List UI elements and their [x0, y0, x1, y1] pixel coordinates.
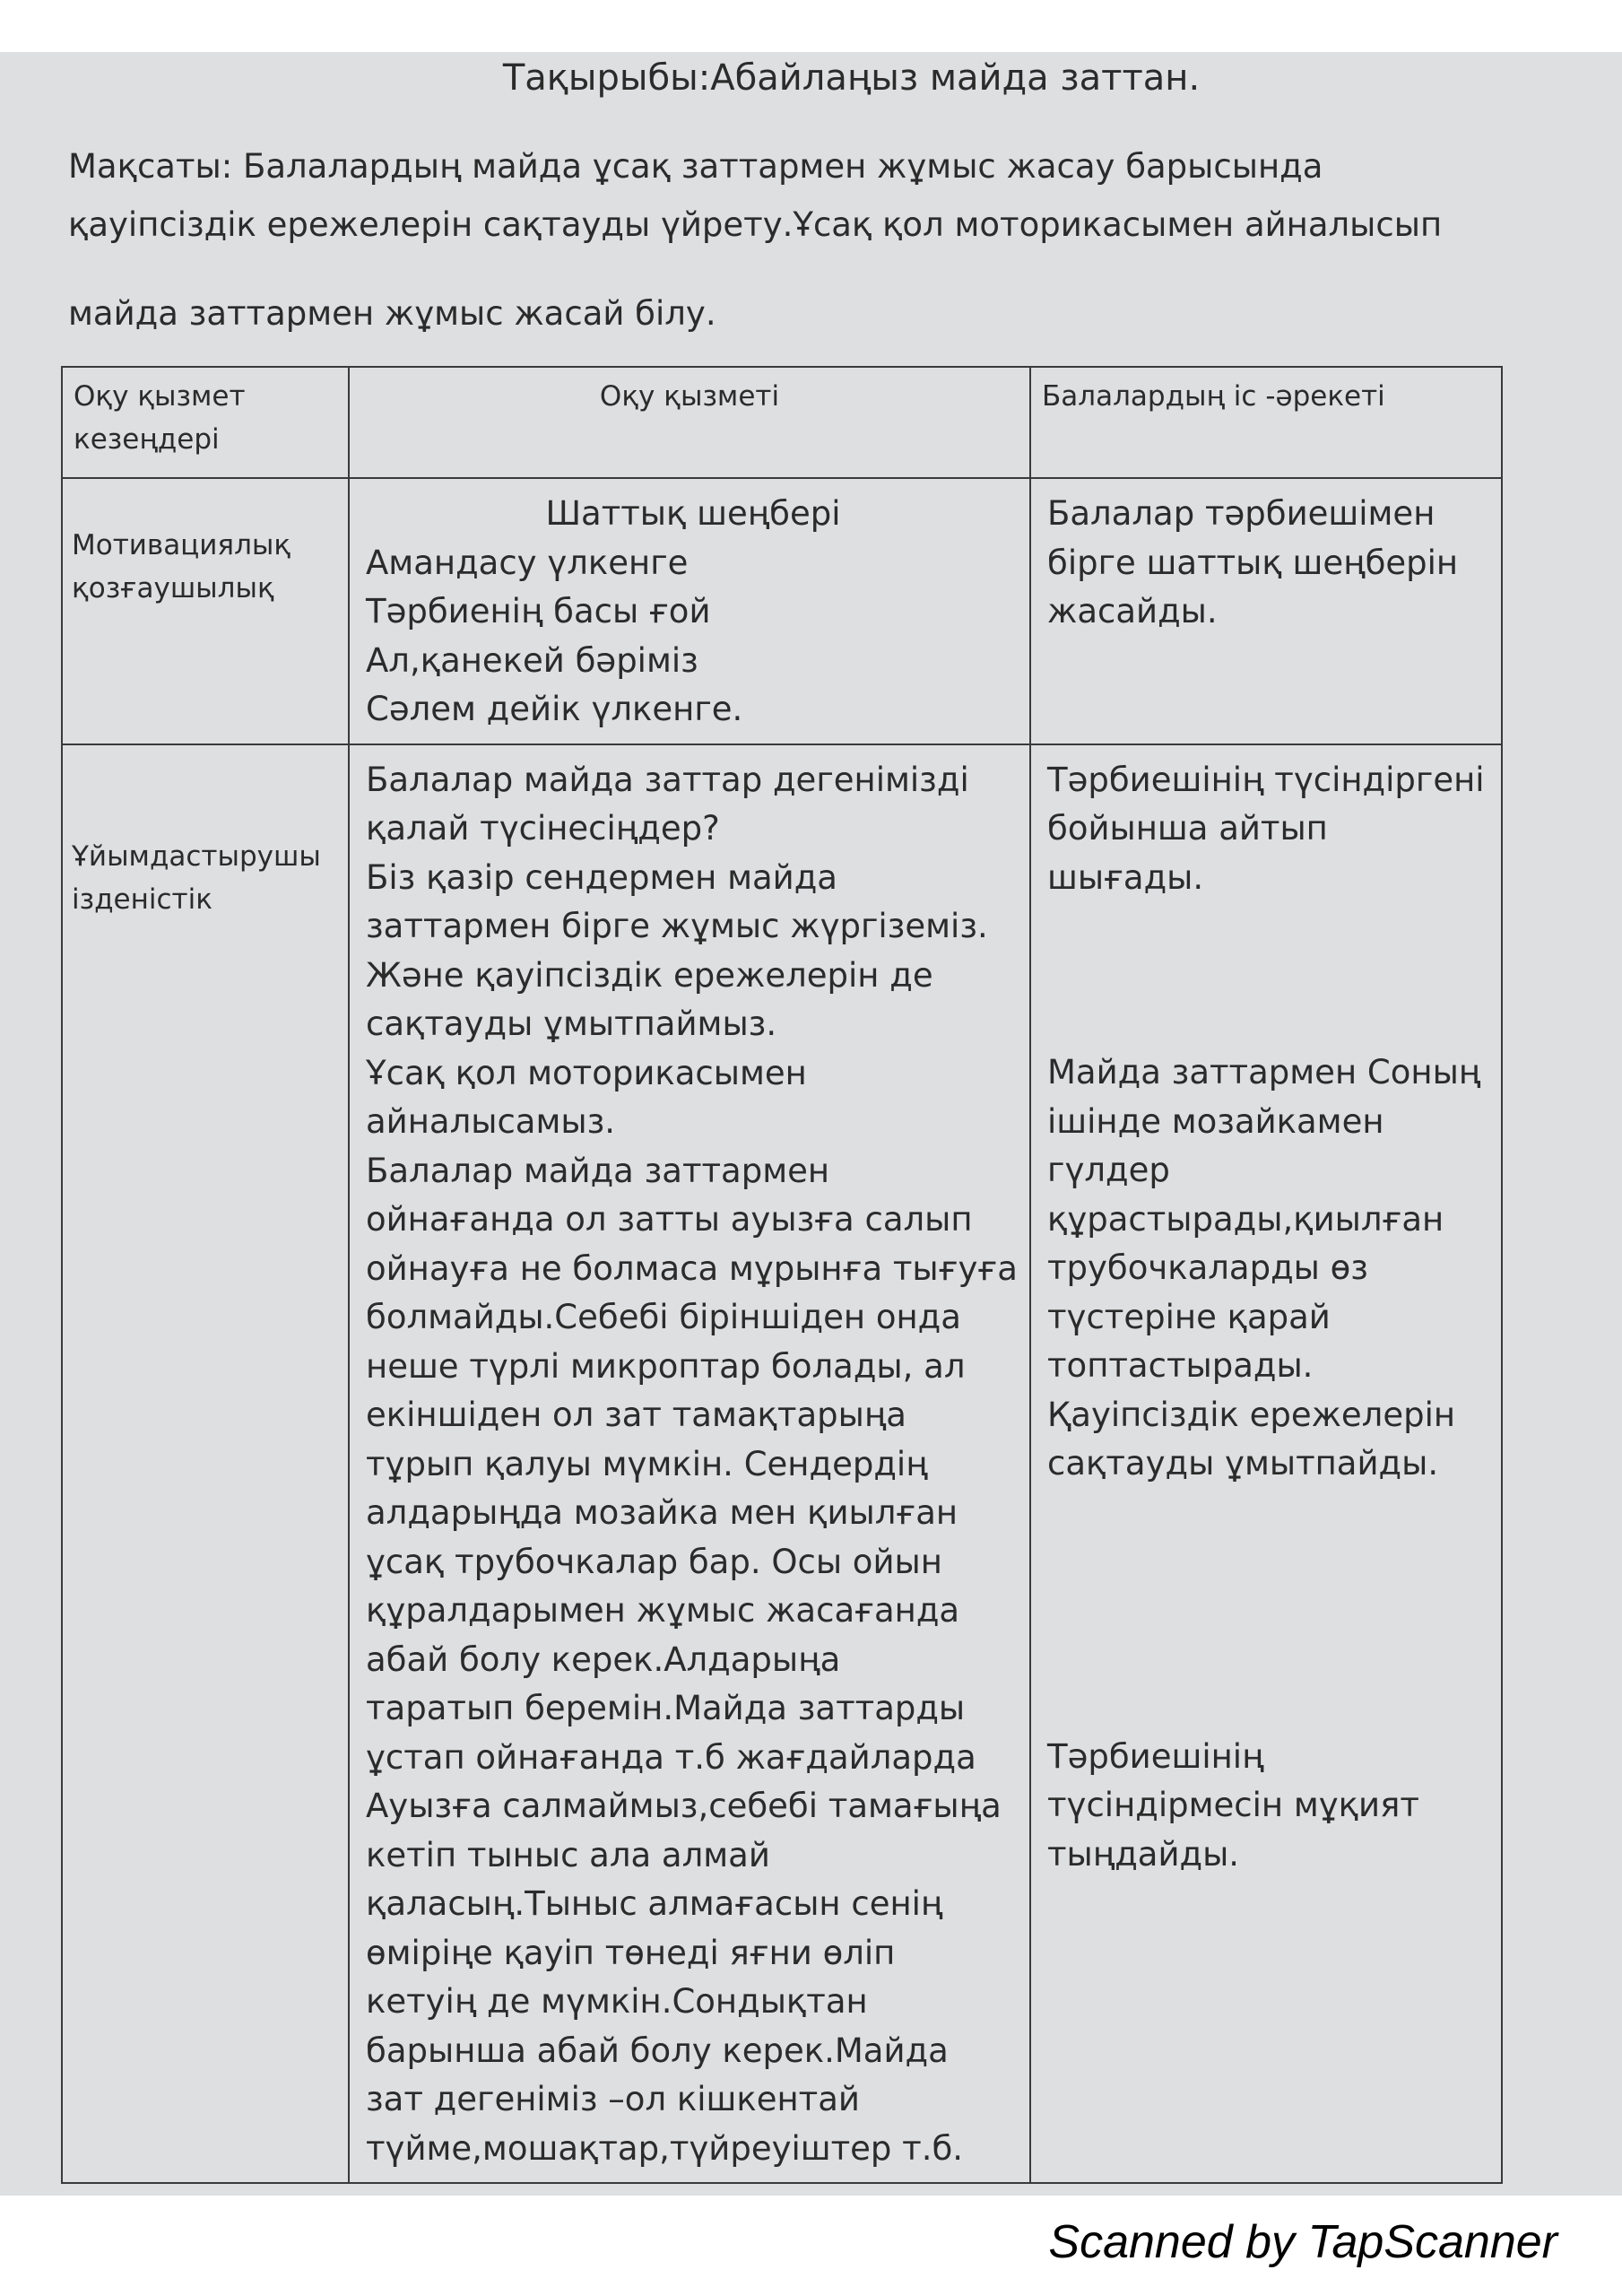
- activity-cell: [349, 478, 1030, 744]
- activity-cell: [349, 744, 1030, 2184]
- stage-cell: Ұйымдастырушы ізденістік: [62, 744, 349, 2184]
- activity-line: таратып беремін.Майда заттарды: [366, 1689, 966, 1727]
- goal-line: майда заттармен жұмыс жасай білу.: [68, 294, 716, 333]
- activity-line: қаласың.Тыныс алмағасын сенің: [366, 1884, 943, 1923]
- activity-line: Біз қазір сендермен майда: [366, 857, 837, 897]
- scanner-watermark: Scanned by TapScanner: [1048, 2216, 1557, 2268]
- goal-line: Мақсаты: Балалардың майда ұсақ заттармен жұмыс жасау барысында: [68, 147, 1323, 186]
- activity-line: айналысамыз.: [366, 1102, 616, 1141]
- activity-line: сақтауды ұмытпаймыз.: [366, 1004, 777, 1043]
- paragraph-gap: [1047, 1489, 1492, 1733]
- paragraph-gap: [1047, 902, 1492, 1048]
- activity-line: Тәрбиенің басы ғой: [366, 592, 711, 631]
- lesson-plan-table: [61, 366, 1503, 2184]
- children-paragraph: Майда заттармен Соның ішінде мозайкамен гүлдер құрастырады,қиылған трубочкаларды өз түстеріне қарай топтастырады. Қауіпсіздік ережелерін сақтауды ұмытпайды.: [1047, 1053, 1481, 1483]
- children-cell: [1030, 744, 1502, 2184]
- activity-line: құралдарымен жұмыс жасағанда: [366, 1591, 960, 1630]
- activity-line: заттармен бірге жұмыс жүргіземіз.: [366, 907, 988, 945]
- table-header-row: [62, 367, 1502, 478]
- activity-line: алдарыңда мозайка мен қиылған: [366, 1493, 958, 1532]
- goal-line: қауіпсіздік ережелерін сақтауды үйрету.Ұсақ қол моторикасымен айналысып: [68, 205, 1443, 244]
- goal-paragraph: [68, 137, 1503, 343]
- children-paragraph: Балалар тәрбиешімен бірге шаттық шеңберін жасайды.: [1047, 494, 1459, 631]
- activity-line: Амандасу үлкенге: [366, 543, 689, 582]
- activity-line: тұрып қалуы мүмкін. Сендердің: [366, 1444, 928, 1483]
- activity-line: кетіп тыныс ала алмай: [366, 1835, 770, 1874]
- activity-line: Балалар майда заттар дегенімізді: [366, 760, 969, 799]
- document-title: Тақырыбы:Абайлаңыз майда заттан.: [502, 57, 1201, 99]
- table-row: [62, 478, 1502, 744]
- children-paragraph: Тәрбиешінің түсіндіргені бойынша айтып шығады.: [1047, 760, 1485, 897]
- activity-line: түйме,мошақтар,түйреуіштер т.б.: [366, 2128, 964, 2168]
- activity-line: Сәлем дейік үлкенге.: [366, 690, 743, 728]
- activity-line: ойнағанда ол затты ауызға салып: [366, 1200, 973, 1239]
- children-paragraph: Тәрбиешінің түсіндірмесін мұқият тыңдайды.: [1047, 1736, 1419, 1874]
- header-activity: Оқу қызметі: [349, 367, 1030, 478]
- activity-line: Ауызға салмаймыз,себебі тамағыңа: [366, 1787, 1002, 1825]
- activity-line: қалай түсінесіңдер?: [366, 809, 720, 848]
- header-stages: Оқу қызмет кезеңдері: [62, 367, 349, 478]
- activity-line: ұстап ойнағанда т.б жағдайларда: [366, 1737, 976, 1777]
- activity-line: Ал,қанекей бәріміз: [366, 640, 698, 680]
- activity-line: кетуің де мүмкін.Сондықтан: [366, 1982, 868, 2021]
- activity-line: болмайды.Себебі біріншіден онда: [366, 1298, 961, 1336]
- activity-line: барынша абай болу керек.Майда: [366, 2031, 949, 2070]
- activity-title: Шаттық шеңбері: [545, 494, 841, 533]
- activity-line: Және қауіпсіздік ережелерін де: [366, 955, 933, 995]
- activity-line: өміріңе қауіп төнеді яғни өліп: [366, 1933, 896, 1972]
- stage-cell: Мотивациялық қозғаушылық: [62, 478, 349, 744]
- children-cell: [1030, 478, 1502, 744]
- activity-line: неше түрлі микроптар болады, ал: [366, 1346, 966, 1386]
- activity-line: Балалар майда заттармен: [366, 1151, 830, 1190]
- activity-line: екіншіден ол зат тамақтарыңа: [366, 1396, 906, 1434]
- activity-line: абай болу керек.Алдарыңа: [366, 1639, 841, 1679]
- activity-line: Ұсақ қол моторикасымен: [366, 1053, 807, 1092]
- activity-line: зат дегеніміз –ол кішкентай: [366, 2080, 860, 2118]
- table-row: [62, 744, 1502, 2184]
- activity-line: ойнауға не болмаса мұрынға тығуға: [366, 1248, 1018, 1288]
- scanned-page: [0, 52, 1622, 2196]
- activity-line: ұсақ трубочкалар бар. Осы ойын: [366, 1542, 942, 1581]
- header-children-actions: Балалардың іс -әрекеті: [1030, 367, 1502, 478]
